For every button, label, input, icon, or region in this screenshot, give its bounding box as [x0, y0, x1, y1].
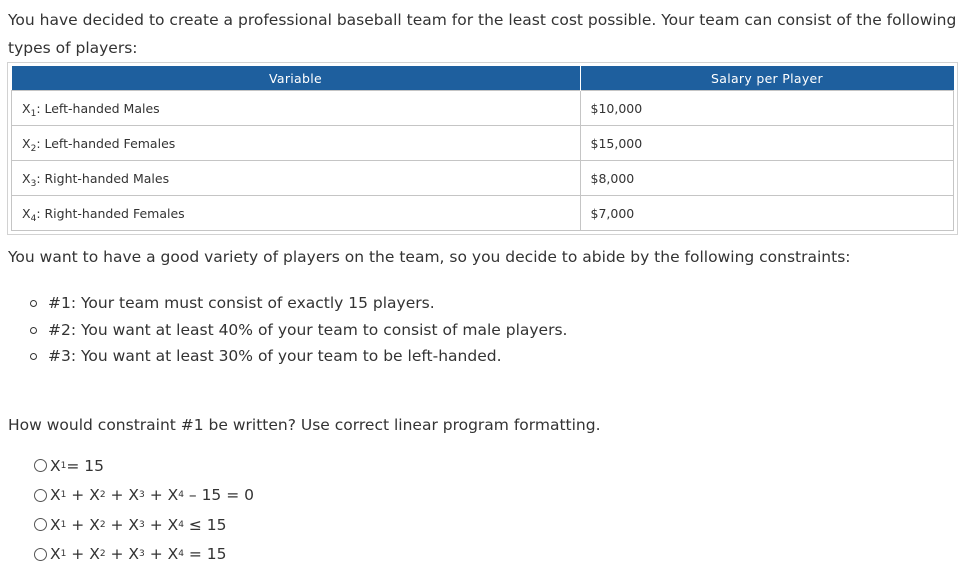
- radio-button[interactable]: [34, 459, 47, 472]
- problem-intro: You have decided to create a professional baseball team for the least cost possible. Your team can consist of the following types of players:: [8, 11, 957, 57]
- salary-cell: $15,000: [580, 126, 954, 161]
- table-row: [12, 91, 954, 126]
- salary-table: [11, 66, 954, 231]
- list-item: #3: You want at least 30% of your team to be left-handed.: [26, 343, 567, 370]
- salary-cell: $10,000: [580, 91, 954, 126]
- bullet-icon: [30, 300, 37, 307]
- answer-option-4[interactable]: X 1 + X 2 + X 3 + X 4 = 15: [34, 540, 254, 570]
- radio-button[interactable]: [34, 489, 47, 502]
- table-row: [12, 126, 954, 161]
- header-salary: Salary per Player: [580, 66, 954, 91]
- variable-cell: $X_4$: Right-handed Females: [12, 196, 581, 231]
- answer-options: [34, 451, 254, 569]
- answer-option-2[interactable]: X 1 + X 2 + X 3 + X 4 – 15 = 0: [34, 481, 254, 511]
- table-row: [12, 161, 954, 196]
- variable-cell: $X_3$: Right-handed Males: [12, 161, 581, 196]
- salary-table-container: [7, 62, 958, 235]
- answer-option-1[interactable]: X 1 = 15: [34, 451, 254, 481]
- constraints-intro: You want to have a good variety of players on the team, so you decide to abide by the following constraints:: [8, 248, 851, 266]
- bullet-icon: [30, 327, 37, 334]
- radio-button[interactable]: [34, 518, 47, 531]
- table-header-row: [12, 66, 954, 91]
- salary-cell: $8,000: [580, 161, 954, 196]
- list-item: #1: Your team must consist of exactly 15 players.: [26, 290, 567, 317]
- header-variable: Variable: [12, 66, 581, 91]
- answer-option-3[interactable]: X 1 + X 2 + X 3 + X 4 ≤ 15: [34, 510, 254, 540]
- salary-cell: $7,000: [580, 196, 954, 231]
- list-item: #2: You want at least 40% of your team to consist of male players.: [26, 317, 567, 344]
- variable-cell: $X_2$: Left-handed Females: [12, 126, 581, 161]
- constraints-list: [26, 290, 567, 370]
- variable-cell: $X_1$: Left-handed Males: [12, 91, 581, 126]
- bullet-icon: [30, 353, 37, 360]
- radio-button[interactable]: [34, 548, 47, 561]
- question-text: How would constraint #1 be written? Use correct linear program formatting.: [8, 416, 601, 434]
- table-row: [12, 196, 954, 231]
